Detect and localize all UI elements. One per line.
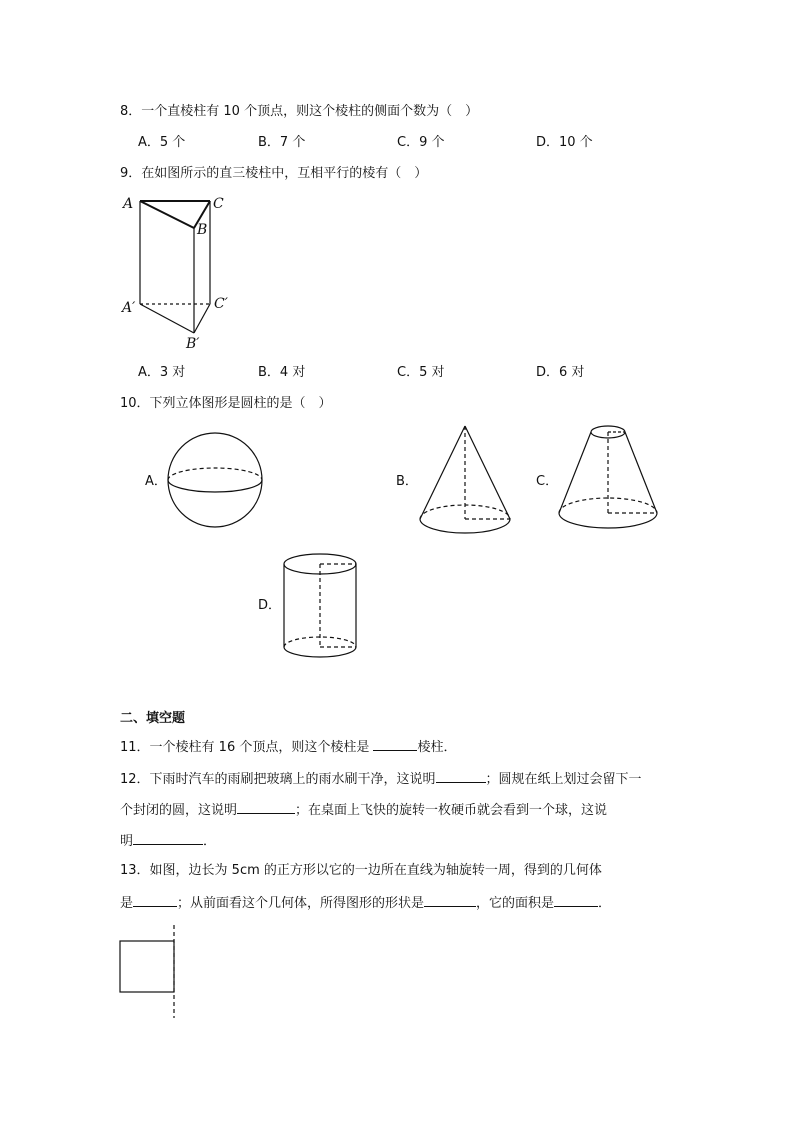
q9-option-c: C．5 对 [397,365,445,380]
q12-text: 个封闭的圆，这说明 [120,803,238,818]
q11-text-before: 11．一个棱柱有 16 个顶点，则这个棱柱是 [120,740,374,755]
q11-text-after: 棱柱． [417,740,457,755]
q10-option-b-label: B． [396,474,418,489]
q8-stem: 8．一个直棱柱有 10 个顶点，则这个棱柱的侧面个数为（ ） [120,104,479,119]
q8-option-b: B．7 个 [258,135,306,150]
q8-option-c: C．9 个 [397,135,445,150]
vertex-label-b: B [197,222,208,238]
vertex-label-b-prime: B′ [186,336,200,352]
q8-option-d: D．10 个 [536,135,593,150]
q12-text: 明 [120,834,134,849]
q10-stem: 10．下列立体图形是圆柱的是（ ） [120,396,332,411]
q9-option-d: D．6 对 [536,365,585,380]
q10-option-c-label: C． [536,474,559,489]
q12-text: ． [203,834,217,849]
vertex-label-a-prime: A′ [122,300,136,316]
q9-stem: 9．在如图所示的直三棱柱中，互相平行的棱有（ ） [120,166,428,181]
q13-line-1: 13．如图，边长为 5cm 的正方形以它的一边所在直线为轴旋转一周，得到的几何体 [120,863,602,878]
q13-text: 是 [120,896,134,911]
vertex-label-c-prime: C′ [214,296,228,312]
section-title: 二、填空题 [120,711,186,726]
q9-option-a: A．3 对 [138,365,186,380]
q12-text: ；在桌面上飞快的旋转一枚硬币就会看到一个球，这说 [295,803,608,818]
q12-text: ；圆规在纸上划过会留下一 [485,772,642,787]
q10-option-d-label: D． [258,598,282,613]
q13-text: ；从前面看这个几何体，所得图形的形状是 [177,896,425,911]
q10-option-a-label: A． [145,474,167,489]
q12-text: 12．下雨时汽车的雨刷把玻璃上的雨水刷干净，这说明 [120,772,436,787]
q13-text: ． [598,896,612,911]
vertex-label-c: C [213,196,224,212]
q9-option-b: B．4 对 [258,365,306,380]
q8-option-a: A．5 个 [138,135,186,150]
vertex-label-a: A [123,196,134,212]
q13-text: ，它的面积是 [476,896,555,911]
